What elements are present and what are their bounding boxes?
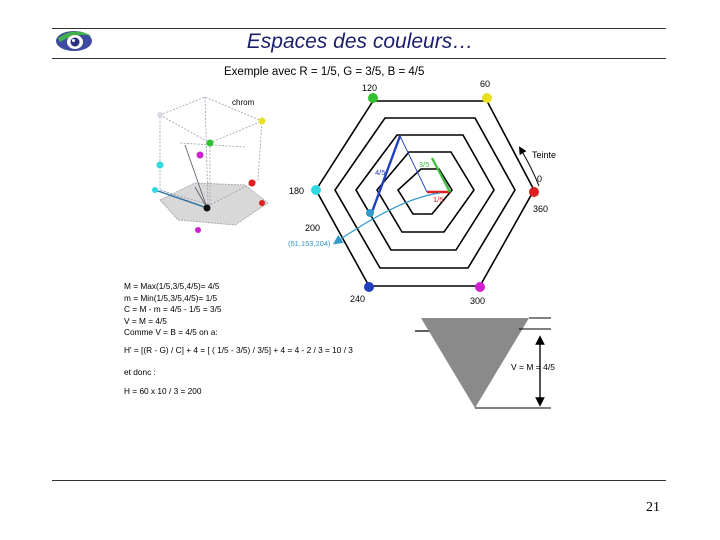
cube-label: chrom	[232, 98, 255, 107]
calc-line: m = Min(1/5,3/5,4/5)= 1/5	[124, 292, 218, 303]
cube-vertex-white	[157, 112, 163, 118]
angle-label-200: 200	[305, 223, 321, 233]
slide-title: Espaces des couleurs…	[246, 30, 474, 53]
calc-line: H = 60 x 10 / 3 = 200	[124, 386, 202, 397]
page-number: 21	[646, 500, 660, 515]
vertex-yellow-dot	[482, 93, 492, 103]
cube-point-cyan	[152, 187, 158, 193]
hsv-cube-figure	[140, 85, 280, 235]
angle-label-60: 60	[480, 79, 491, 89]
value-cone-figure	[415, 312, 575, 417]
header-bottom-rule	[52, 58, 666, 59]
angle-label-300: 300	[470, 296, 486, 306]
hexagon-ring-1	[316, 101, 534, 286]
calc-line: C = M - m = 4/5 - 1/5 = 3/5	[124, 304, 222, 315]
calc-line: et donc :	[124, 366, 156, 377]
angle-label-360: 360	[533, 204, 549, 214]
teinte-label: Teinte	[532, 150, 557, 160]
calc-line: V = M = 4/5	[124, 315, 167, 326]
vertex-green-dot	[368, 93, 378, 103]
mixed-color-dot	[366, 209, 374, 217]
point-coordinates-label: (51,153,204)	[288, 239, 331, 248]
cube-vertex-magenta	[197, 152, 204, 159]
vertex-cyan-dot	[311, 185, 321, 195]
cube-vertex-cyan	[157, 162, 164, 169]
hue-hexagon-figure	[280, 78, 580, 308]
angle-label-0: 0	[537, 174, 543, 184]
angle-label-240: 240	[350, 294, 366, 304]
b-vector-label: 4/5	[375, 168, 386, 177]
vertex-red-dot	[529, 187, 539, 197]
calc-line: Comme V = B = 4/5 on a:	[124, 327, 218, 338]
cube-vertex-black	[204, 205, 211, 212]
value-label: V = M = 4/5	[511, 362, 555, 372]
cube-vertex-yellow	[259, 118, 266, 125]
cube-point-red	[259, 200, 265, 206]
hexagon-ring-2	[335, 118, 515, 268]
cube-vertex-red	[249, 180, 256, 187]
vertex-magenta-dot	[475, 282, 485, 292]
cube-vertex-green	[207, 140, 214, 147]
calc-line: M = Max(1/5,3/5,4/5)= 4/5	[124, 281, 220, 291]
header-top-rule	[52, 28, 666, 29]
r-vector-label: 1/5	[433, 195, 444, 204]
green-vector	[432, 158, 450, 192]
footer-rule	[52, 480, 666, 481]
g-vector-label: 3/5	[419, 160, 430, 169]
cube-point-magenta	[195, 227, 201, 233]
example-title: Exemple avec R = 1/5, G = 3/5, B = 4/5	[224, 66, 425, 78]
calc-line: H' = [(R - G) / C] + 4 = [ ( 1/5 - 3/5) / 3/5] + 4 = 4 - 2 / 3 = 10 / 3	[124, 344, 353, 355]
vertex-blue-dot	[364, 282, 374, 292]
angle-label-180: 180	[289, 186, 305, 196]
angle-label-120: 120	[362, 83, 378, 93]
calculation-block	[124, 281, 353, 398]
